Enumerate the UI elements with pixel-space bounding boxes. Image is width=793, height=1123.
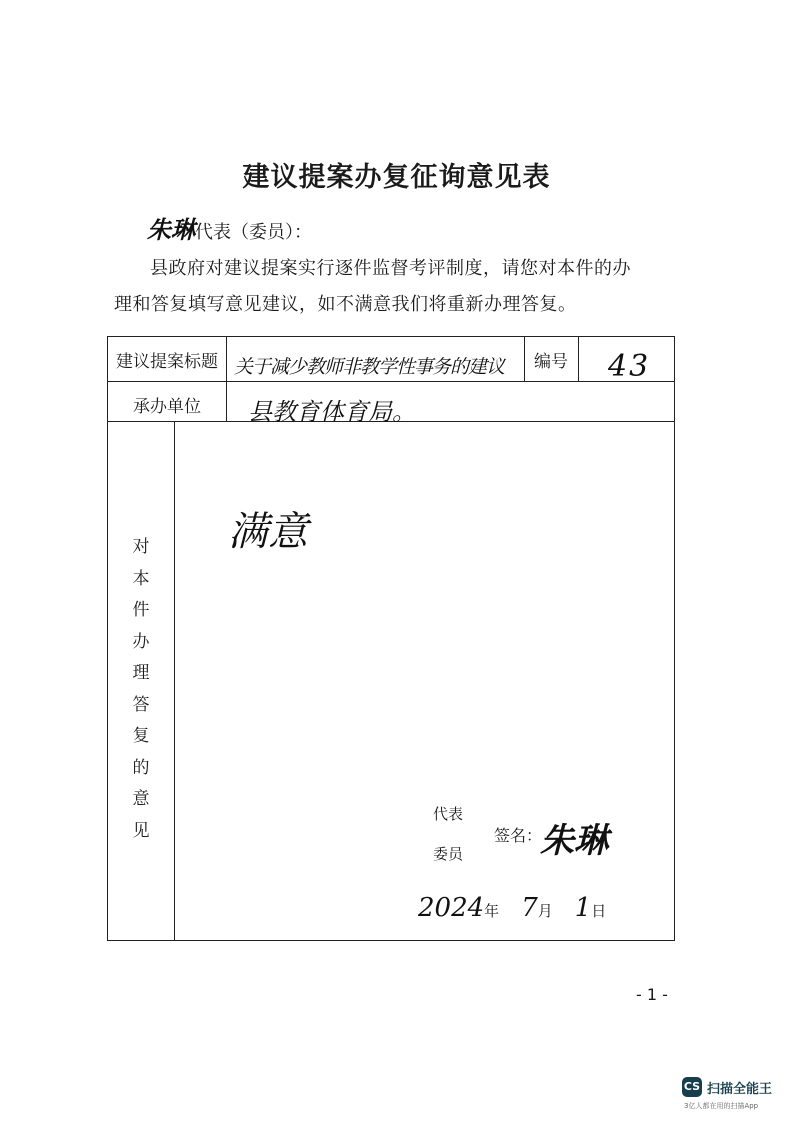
opinion-label-char: 理 <box>132 663 150 683</box>
member-label: 委员 <box>433 845 464 863</box>
signature-label: 签名： <box>494 826 543 845</box>
opinion-label-char: 本 <box>132 568 150 589</box>
salutation <box>147 210 312 245</box>
row-divider-1 <box>108 381 674 382</box>
opinion-label-char: 复 <box>132 726 150 746</box>
date-year-unit: 年 <box>484 902 500 920</box>
opinion-label-char: 办 <box>132 631 150 652</box>
opinion-column-divider <box>174 421 175 940</box>
watermark-app-name: 扫描全能王 <box>707 1082 773 1097</box>
opinion-label-char: 对 <box>132 537 150 557</box>
date-day-unit: 日 <box>591 902 607 920</box>
watermark-tagline: 3亿人都在用的扫描App <box>684 1102 759 1110</box>
label-column-divider <box>226 337 227 421</box>
opinion-label-char: 的 <box>132 757 150 778</box>
number-value: 43 <box>608 349 651 384</box>
addressee-name-handwritten: 朱琳 <box>147 215 195 244</box>
date-month: 7 <box>521 893 538 923</box>
camscanner-logo-icon: CS <box>682 1077 702 1097</box>
opinion-value: 满意 <box>228 509 308 555</box>
signature-handwritten: 朱琳 <box>540 821 608 861</box>
addressee-suffix: 代表（委员）： <box>195 222 312 243</box>
opinion-label-char: 件 <box>132 600 150 620</box>
proposal-title-label: 建议提案标题 <box>116 352 218 372</box>
date-year: 2024 <box>418 893 485 923</box>
number-label-divider-right <box>578 337 579 381</box>
opinion-label-vertical <box>108 532 174 847</box>
date-month-unit: 月 <box>537 902 553 920</box>
representative-label: 代表 <box>433 805 464 823</box>
intro-line-1: 县政府对建议提案实行逐件监督考评制度，请您对本件的办 <box>150 258 631 279</box>
opinion-label-char: 见 <box>132 820 150 841</box>
proposal-title-value: 关于减少教师非教学性事务的建议 <box>234 356 505 378</box>
page-number: - 1 - <box>636 985 668 1004</box>
handling-unit-label: 承办单位 <box>133 397 201 417</box>
intro-line-2: 理和答复填写意见建议，如不满意我们将重新办理答复。 <box>114 294 577 315</box>
opinion-label-char: 答 <box>132 694 150 715</box>
date-day: 1 <box>574 893 592 923</box>
number-label: 编号 <box>534 352 568 372</box>
opinion-label-char: 意 <box>132 789 150 809</box>
opinion-form-table <box>107 336 675 941</box>
page-title: 建议提案办复征询意见表 <box>242 162 551 193</box>
handling-unit-value: 县教育体育局。 <box>248 398 416 426</box>
sign-date <box>418 893 628 923</box>
